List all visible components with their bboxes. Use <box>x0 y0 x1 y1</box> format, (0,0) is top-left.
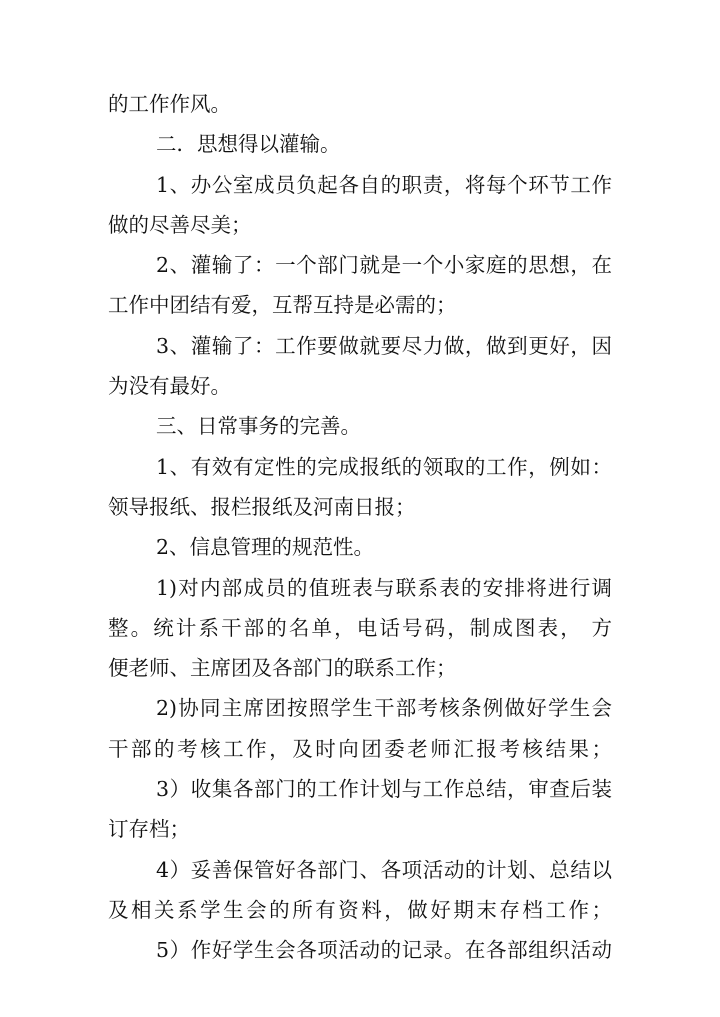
text-line: 4）妥善保管好各部门、各项活动的计划、总结以 <box>156 857 612 882</box>
text-line: 5）作好学生会各项活动的记录。在各部组织活动 <box>156 938 612 963</box>
text-line: 领导报纸、报栏报纸及河南日报； <box>108 494 416 519</box>
text-line: 的工作作风。 <box>108 92 231 116</box>
text-line: 三、日常事务的完善。 <box>156 414 361 439</box>
text-line: 二．思想得以灌输。 <box>156 132 341 157</box>
document-body <box>108 84 612 971</box>
text-line: 2、信息管理的规范性。 <box>156 535 375 560</box>
text-line: 整。统计系干部的名单，电话号码，制成图表， 方 <box>108 615 612 640</box>
text-line: 2)协同主席团按照学生干部考核条例做好学生会 <box>156 696 612 721</box>
text-line: 1、办公室成员负起各自的职责，将每个环节工作 <box>156 172 612 197</box>
text-line: 订存档； <box>108 817 190 842</box>
text-line: 及相关系学生会的所有资料，做好期末存档工作； <box>108 897 612 922</box>
text-line: 做的尽善尽美； <box>108 212 252 237</box>
text-line: 3、灌输了：工作要做就要尽力做，做到更好，因 <box>156 333 612 358</box>
text-line: 工作中团结有爱，互帮互持是必需的； <box>108 293 457 318</box>
text-line: 为没有最好。 <box>108 374 231 399</box>
text-line: 便老师、主席团及各部门的联系工作； <box>108 656 457 681</box>
text-line: 3）收集各部门的工作计划与工作总结，审查后装 <box>156 777 612 802</box>
text-line: 1)对内部成员的值班表与联系表的安排将进行调 <box>156 575 612 600</box>
text-line: 2、灌输了：一个部门就是一个小家庭的思想，在 <box>156 253 612 278</box>
text-line: 1、有效有定性的完成报纸的领取的工作，例如： <box>156 454 612 479</box>
text-line: 干部的考核工作，及时向团委老师汇报考核结果； <box>108 736 612 761</box>
